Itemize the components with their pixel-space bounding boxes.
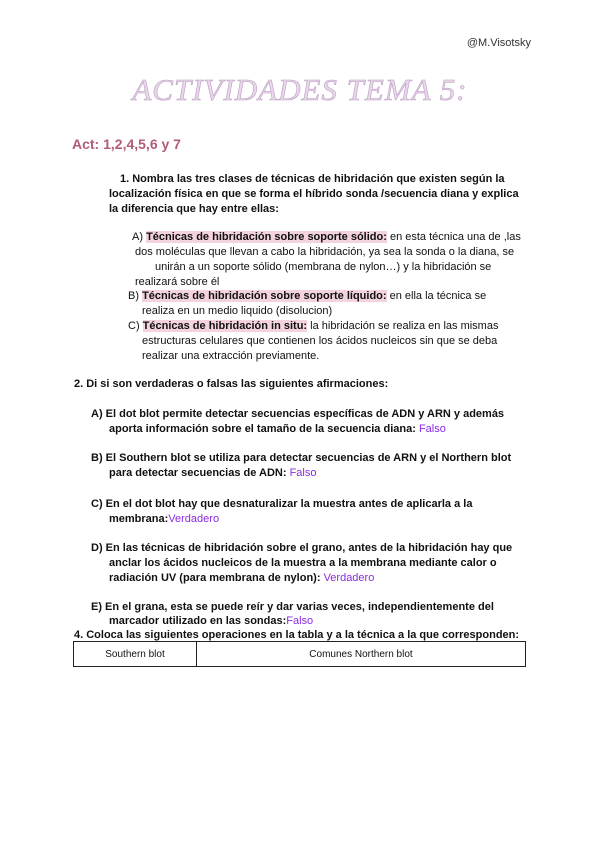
- q1-b-line-2: realiza en un medio liquido (disolucion): [142, 305, 333, 317]
- q2-c-statement: membrana:: [109, 513, 169, 525]
- q2-e-statement: marcador utilizado en las sondas:: [109, 615, 287, 627]
- q2-b-answer: Falso: [289, 467, 317, 479]
- q2-a-statement: aporta información sobre el tamaño de la secuencia diana:: [109, 423, 419, 435]
- author-handle: @M.Visotsky: [466, 37, 531, 49]
- table-row: [74, 642, 526, 667]
- q1-a-line-4: realizará sobre él: [135, 276, 220, 288]
- q2-b-line-2: [109, 466, 316, 481]
- q4-heading: 4. Coloca las siguientes operaciones en la tabla y a la técnica a la que corresponden:: [74, 629, 520, 641]
- q2-heading: 2. Di si son verdaderas o falsas las siguientes afirmaciones:: [74, 378, 389, 390]
- q1-a-line-1: [132, 230, 521, 245]
- q1-a-desc-1: en esta técnica una de ,las: [386, 231, 521, 243]
- q1-c-line-2: estructuras celulares que contienen los ácidos nucleicos sin que se deba: [142, 335, 498, 347]
- q1-line-3: la diferencia que hay entre ellas:: [109, 203, 279, 215]
- q1-b-line-1: [128, 289, 486, 304]
- q2-c-line-1: C) En el dot blot hay que desnaturalizar la muestra antes de aplicarla a la: [91, 498, 473, 510]
- q2-a-answer: Falso: [418, 423, 446, 435]
- q1-a-line-3: unirán a un soporte sólido (membrana de nylon…) y la hibridación se: [155, 261, 492, 273]
- q1-line-2: localización física en que se forma el híbrido sonda /secuencia diana y explica: [109, 188, 519, 200]
- q1-a-term: Técnicas de hibridación sobre soporte sólido:: [146, 231, 387, 243]
- q1-c-marker: C): [128, 320, 140, 332]
- table-header-common-northern: Comunes Northern blot: [197, 642, 526, 667]
- table-header-southern: Southern blot: [74, 642, 197, 667]
- page-title: ACTIVIDADES TEMA 5:: [132, 72, 468, 107]
- q2-e-line-2: [109, 614, 313, 629]
- q1-b-desc-1: en ella la técnica se: [386, 290, 487, 302]
- q2-c-line-2: [109, 512, 219, 527]
- q1-a-line-2: dos moléculas que llevan a cabo la hibridación, ya sea la sonda o la diana, se: [135, 246, 515, 258]
- q2-a-line-1: A) El dot blot permite detectar secuencias específicas de ADN y ARN y además: [91, 408, 505, 420]
- q2-d-statement: radiación UV (para membrana de nylon):: [109, 572, 324, 584]
- operations-table: [73, 641, 526, 667]
- q1-c-line-1: [128, 319, 498, 334]
- q2-d-line-3: [109, 571, 374, 586]
- q1-b-term: Técnicas de hibridación sobre soporte líquido:: [142, 290, 387, 302]
- q2-d-answer: Verdadero: [323, 572, 375, 584]
- q1-c-term: Técnicas de hibridación in situ:: [142, 320, 308, 332]
- q2-c-answer: Verdadero: [168, 513, 220, 525]
- q2-b-line-1: B) El Southern blot se utiliza para detectar secuencias de ARN y el Northern blot: [91, 452, 512, 464]
- q1-c-desc-1: la hibridación se realiza en las mismas: [307, 320, 499, 332]
- q1-b-marker: B): [128, 290, 139, 302]
- q2-d-line-2: anclar los ácidos nucleicos de la muestra a la membrana mediante calor o: [109, 557, 497, 569]
- q2-e-answer: Falso: [286, 615, 314, 627]
- q2-b-statement: para detectar secuencias de ADN:: [109, 467, 290, 479]
- q1-a-marker: A): [132, 231, 143, 243]
- q1-c-line-3: realizar una extracción previamente.: [142, 350, 320, 362]
- q2-d-line-1: D) En las técnicas de hibridación sobre el grano, antes de la hibridación hay que: [91, 542, 513, 554]
- q1-line-1: 1. Nombra las tres clases de técnicas de hibridación que existen según la: [120, 173, 505, 185]
- q2-a-line-2: [109, 422, 446, 437]
- q2-e-line-1: E) En el grana, esta se puede reír y dar varias veces, independientemente del: [91, 601, 494, 613]
- activities-subtitle: Act: 1,2,4,5,6 y 7: [72, 136, 181, 152]
